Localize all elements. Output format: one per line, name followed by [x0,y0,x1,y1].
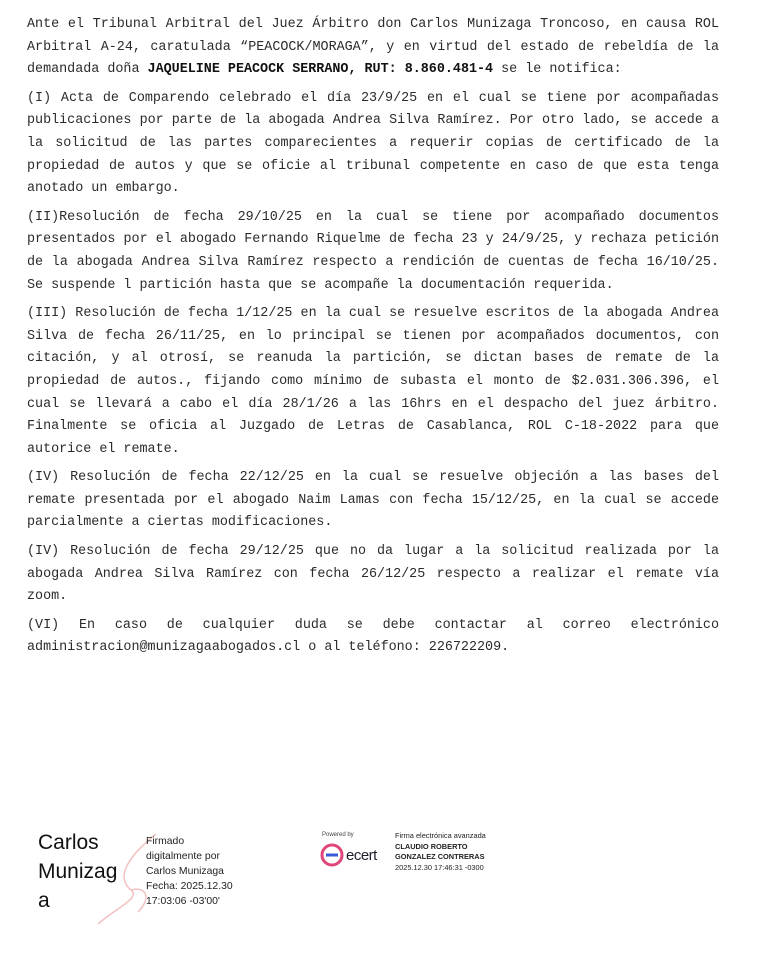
item-iv-second-paragraph: (IV) Resolución de fecha 29/12/25 que no da lugar a la solicitud realizada por la abogada Andrea Silva Ramírez con fecha 26/12/25 respecto a realizar el remate vía zoom. [27,544,719,605]
signer-name-line1: Carlos [38,831,99,854]
ecert-line1: Firma electrónica avanzada [395,831,486,840]
item-i-paragraph: (I) Acta de Comparendo celebrado el día 23/9/25 en el cual se tiene por acompañadas publicaciones por parte de la abogada Andrea Silva Ramírez. Por otro lado, se accede a la solicitud de las partes comparecientes a requerir copias de certificado de la propiedad de autos y que se oficie al tribunal competente en caso de que esta tenga anotado un embargo. [27,90,719,197]
signer-name-line3: a [38,889,50,912]
ecert-line4: 2025.12.30 17:46:31 -0300 [395,862,484,872]
intro-text-b: se le notifica: [493,62,622,78]
digital-signature-block [38,828,338,928]
item-ii-paragraph: (II)Resolución de fecha 29/10/25 en la cual se tiene por acompañado documentos presentados por el abogado Fernando Riquelme de fecha 23 y 24/9/25, y rechaza petición de la abogada Andrea Silva Ramírez respecto a rendición de cuentas de fecha 16/10/25. Se suspende l partición hasta que se acompañe la documentación requerida. [27,209,719,293]
item-vi-paragraph: (VI) En caso de cualquier duda se debe contactar al correo electrónico administracion@munizagaabogados.cl o al teléfono: 226722209. [27,617,719,656]
signature-detail-line1: Firmado [146,836,185,847]
ecert-line2: CLAUDIO ROBERTO [395,841,468,851]
ecert-powered-label: Powered by [322,832,354,838]
signature-detail-line3: Carlos Munizaga [146,866,224,877]
signature-details [146,834,286,909]
signer-name [38,828,138,915]
notification-document [27,14,719,666]
signer-name-line2: Munizag [38,860,118,883]
item-iii-paragraph: (III) Resolución de fecha 1/12/25 en la cual se resuelve escritos de la abogada Andrea Silva de fecha 26/11/25, en lo principal se tienen por acompañados documentos, con citación, y al otrosí, se reanuda la partición, se dictan bases de remate de la propiedad de autos., fijando como mínimo de subasta el monto de $2.031.306.396, el cual se llevará a cabo el día 28/1/26 a las 16hrs en el despacho del juez árbitro. Finalmente se oficia al Juzgado de Letras de Casablanca, ROL C-18-2022 para que autorice el remate. [27,306,719,457]
intro-paragraph [27,14,719,82]
signature-detail-line2: digitalmente por [146,851,220,862]
item-iv-paragraph: (IV) Resolución de fecha 22/12/25 en la cual se resuelve objeción a las bases del remate presentada por el abogado Naim Lamas con fecha 15/12/25, en la cual se accede parcialmente a ciertas modificaciones. [27,470,719,531]
ecert-signature-info [395,831,486,873]
signature-detail-line5: 17:03:06 -03'00' [146,896,220,907]
intro-text-a: Ante el Tribunal Arbitral del Juez Árbitro don Carlos Munizaga Troncoso, en causa ROL Arbitral A-24, caratulada “PEACOCK/MORAGA”, y en virtud del estado de rebeldía de la demandada doña [27,17,719,78]
defendant-name: JAQUELINE PEACOCK SERRANO, RUT: 8.860.481-4 [147,62,494,78]
ecert-brand: ecert [346,847,377,864]
ecert-line3: GONZALEZ CONTRERAS [395,852,485,861]
signature-detail-line4: Fecha: 2025.12.30 [146,881,233,892]
ecert-signature-stamp [320,832,520,892]
